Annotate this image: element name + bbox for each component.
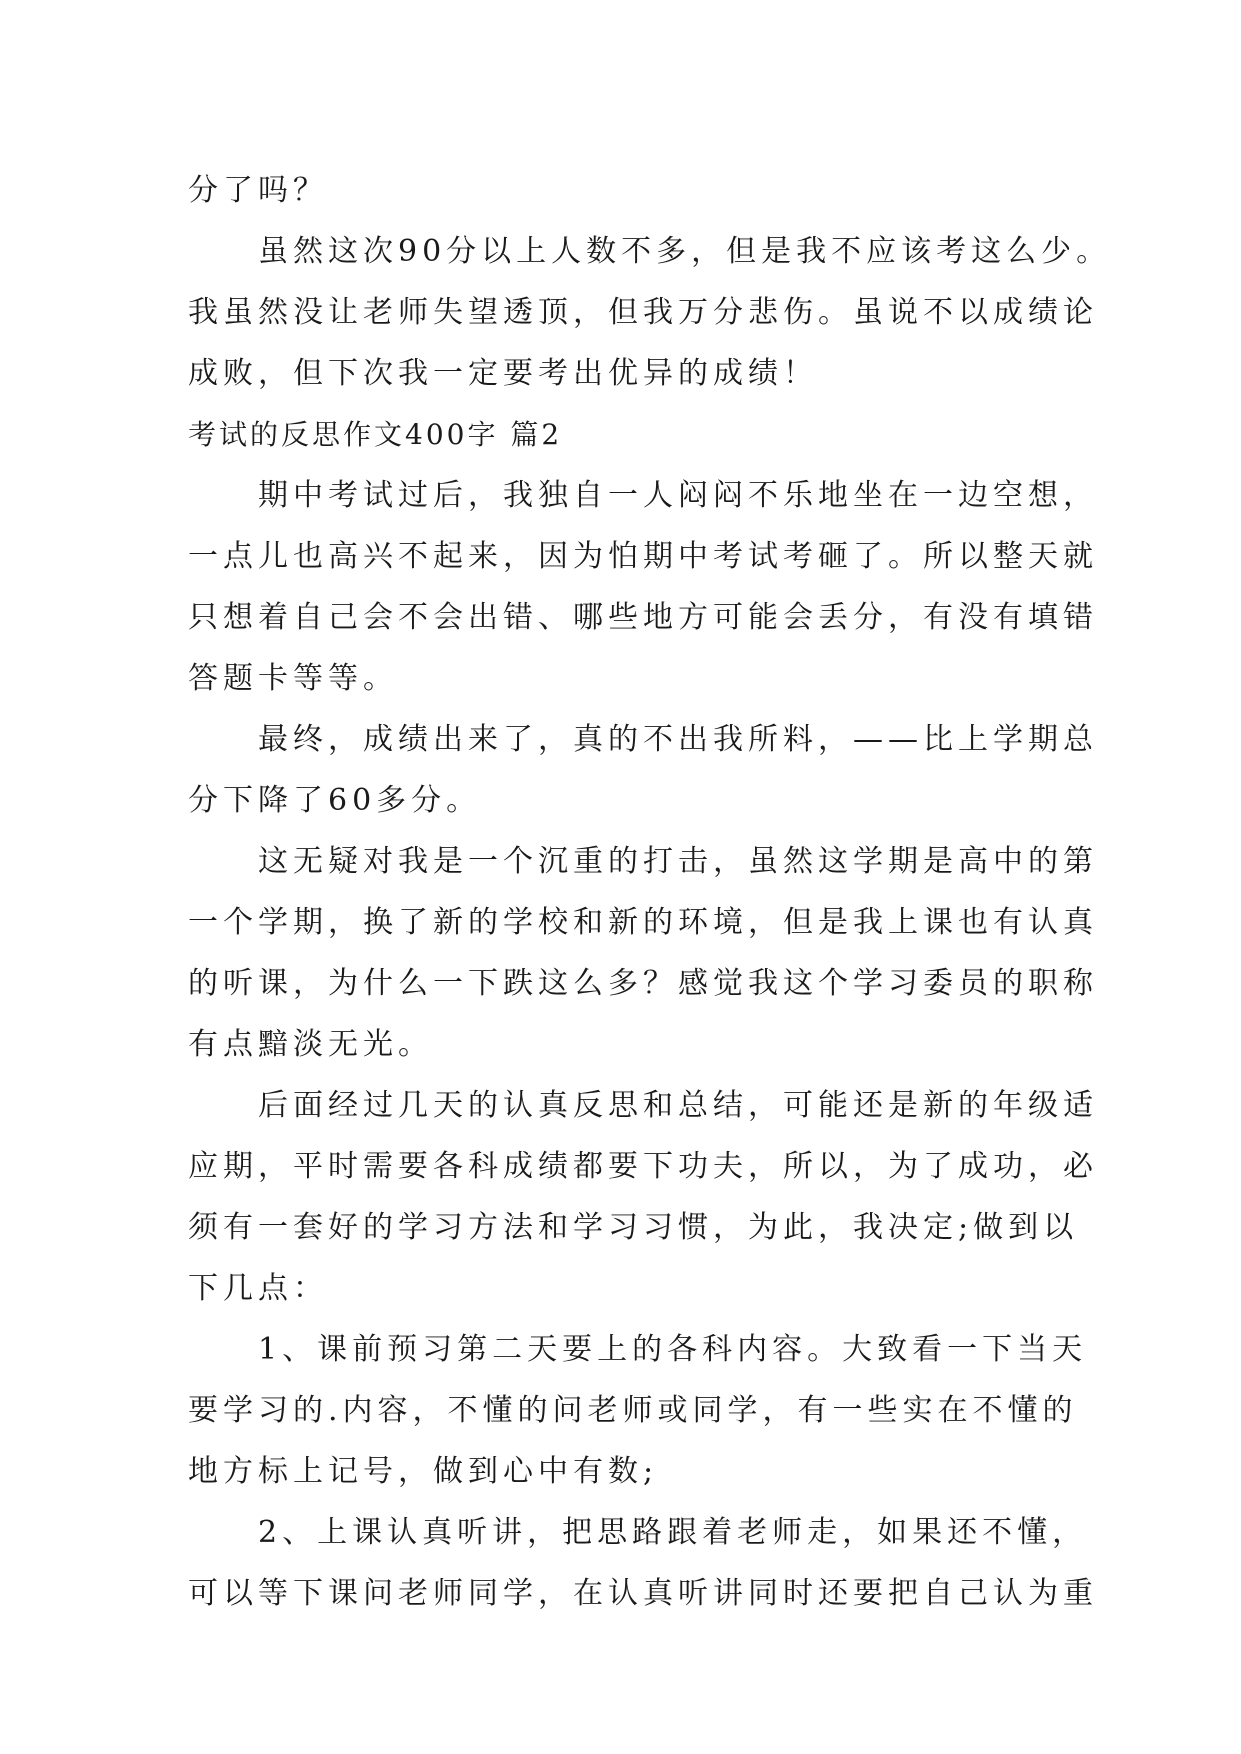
text-line: 地方标上记号，做到心中有数;	[188, 1454, 659, 1489]
paragraph-first-line: 2、上课认真听讲，把思路跟着老师走，如果还不懂，	[258, 1515, 1088, 1550]
paragraph-first-line: 虽然这次90分以上人数不多，但是我不应该考这么少。	[258, 234, 1112, 269]
text-line: 我虽然没让老师失望透顶，但我万分悲伤。虽说不以成绩论	[188, 295, 1098, 330]
text-line: 要学习的.内容，不懂的问老师或同学，有一些实在不懂的	[188, 1393, 1078, 1428]
text-line: 一个学期，换了新的学校和新的环境，但是我上课也有认真	[188, 905, 1098, 940]
text-line: 应期，平时需要各科成绩都要下功夫，所以，为了成功，必	[188, 1149, 1098, 1184]
text-line: 分了吗？	[188, 173, 328, 208]
paragraph-first-line: 最终，成绩出来了，真的不出我所料，——比上学期总	[258, 722, 1098, 757]
text-line: 有点黯淡无光。	[188, 1027, 433, 1062]
text-line: 成败，但下次我一定要考出优异的成绩！	[188, 356, 818, 391]
text-line: 下几点：	[188, 1271, 328, 1306]
paragraph-first-line: 后面经过几天的认真反思和总结，可能还是新的年级适	[258, 1088, 1098, 1123]
section-heading: 考试的反思作文400字 篇2	[188, 418, 563, 451]
paragraph-first-line: 期中考试过后，我独自一人闷闷不乐地坐在一边空想，	[258, 478, 1098, 513]
text-line: 的听课，为什么一下跌这么多？感觉我这个学习委员的职称	[188, 966, 1098, 1001]
text-line: 一点儿也高兴不起来，因为怕期中考试考砸了。所以整天就	[188, 539, 1098, 574]
paragraph-first-line: 这无疑对我是一个沉重的打击，虽然这学期是高中的第	[258, 844, 1098, 879]
text-line: 答题卡等等。	[188, 661, 398, 696]
text-line: 须有一套好的学习方法和学习习惯，为此，我决定;做到以	[188, 1210, 1079, 1245]
text-line: 可以等下课问老师同学，在认真听讲同时还要把自己认为重	[188, 1576, 1098, 1611]
paragraph-first-line: 1、课前预习第二天要上的各科内容。大致看一下当天	[258, 1332, 1088, 1367]
document-page	[188, 160, 1112, 1624]
text-line: 只想着自己会不会出错、哪些地方可能会丢分，有没有填错	[188, 600, 1098, 635]
text-line: 分下降了60多分。	[188, 783, 482, 818]
